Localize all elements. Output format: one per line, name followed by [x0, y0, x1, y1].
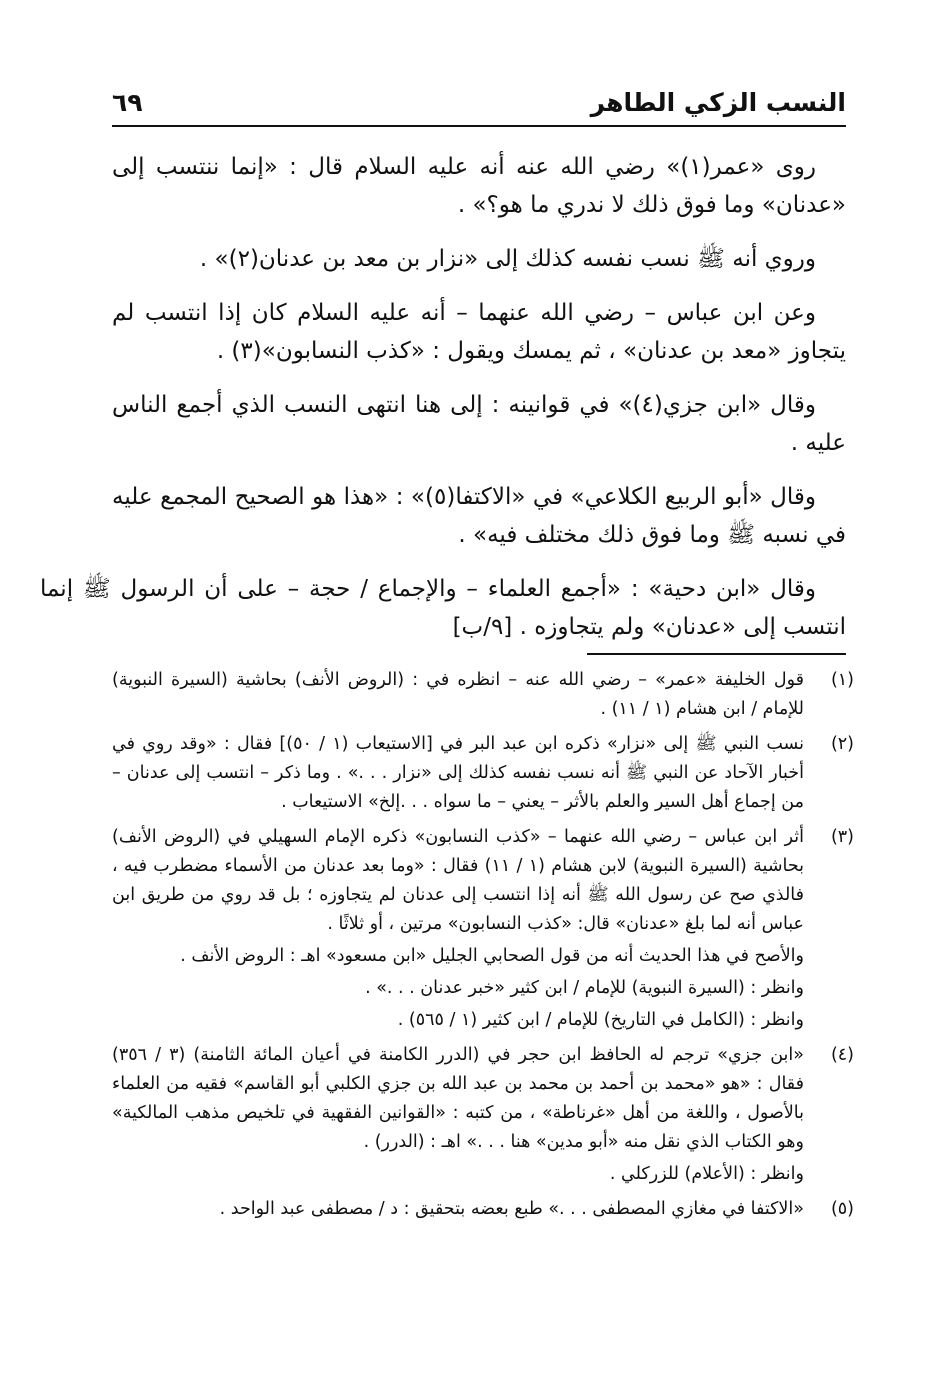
main-text: [40, 148, 846, 662]
footnote-continuation: وانظر : (الأعلام) للزركلي .: [609, 1164, 804, 1184]
footnote: [112, 1195, 854, 1224]
footnote: [112, 1041, 854, 1189]
paragraph: وروي أنه ﷺ نسب نفسه كذلك إلى «نزار بن معد بن عدنان(٢)» .: [199, 246, 816, 272]
footnote: [112, 666, 854, 724]
footnote-continuation: وانظر : (الكامل في التاريخ) للإمام / ابن كثير (١ / ٥٦٥) .: [397, 1010, 804, 1030]
footnote-number: (٢): [830, 734, 854, 754]
footnote-continuation: وانظر : (السيرة النبوية) للإمام / ابن كثير «خبر عدنان . . .» .: [365, 978, 804, 998]
paragraph: روى «عمر(١)» رضي الله عنه أنه عليه السلام قال : «إنما ننتسب إلى «عدنان» وما فوق ذلك لا ندري ما هو؟» .: [112, 154, 846, 218]
paragraph: وعن ابن عباس – رضي الله عنهما – أنه عليه السلام كان إذا انتسب لم يتجاوز «معد بن عدنان» ، ثم يمسك ويقول : «كذب النسابون»(٣) .: [112, 300, 846, 364]
footnote-text: «الاكتفا في مغازي المصطفى . . .» طبع بعضه بتحقيق : د / مصطفى عبد الواحد .: [219, 1199, 804, 1219]
footnote-number: (٤): [830, 1045, 854, 1065]
footnote-text: أثر ابن عباس – رضي الله عنهما – «كذب النسابون» ذكره الإمام السهيلي في (الروض الأنف) بحاشية (السيرة النبوية) لابن هشام (١ / ١١) فقال : «وما بعد عدنان من الأسماء مضطرب فيه ، فالذي صح عن رسول الله ﷺ أنه إذا انتسب إلى عدنان لم يتجاوزه ؛ بل قد روي من طريق ابن عباس أنه لما بلغ «عدنان» قال: «كذب النسابون» مرتين ، أو ثلاثًا .: [112, 827, 804, 934]
footnotes: [112, 666, 854, 1230]
header-rule: [112, 125, 846, 127]
footnote-separator: [587, 653, 846, 655]
footnote: [112, 823, 854, 1035]
footnote-text: نسب النبي ﷺ إلى «نزار» ذكره ابن عبد البر في [الاستيعاب (١ / ٥٠)] فقال : «وقد روي في أخبار الآحاد عن النبي ﷺ أنه نسب نفسه كذلك إلى «نزار . . .» . وما ذكر – انتسب إلى عدنان – من إجماع أهل السير والعلم بالأثر – يعني – ما سواه . . .إلخ» الاستيعاب .: [112, 734, 804, 812]
paragraph: وقال «أبو الربيع الكلاعي» في «الاكتفا(٥)» : «هذا هو الصحيح المجمع عليه في نسبه ﷺ وما فوق ذلك مختلف فيه» .: [112, 484, 846, 548]
footnote-number: (٣): [830, 827, 854, 847]
footnote-number: (١): [830, 670, 854, 690]
footnote-text: قول الخليفة «عمر» – رضي الله عنه – انظره في : (الروض الأنف) بحاشية (السيرة النبوية) للإمام / ابن هشام (١ / ١١) .: [112, 670, 804, 719]
page-number: ٦٩: [112, 88, 143, 117]
paragraph: وقال «ابن جزي(٤)» في قوانينه : إلى هنا انتهى النسب الذي أجمع الناس عليه .: [112, 392, 846, 456]
folio-marker: [٩/ب]: [452, 614, 513, 640]
footnote-continuation: والأصح في هذا الحديث أنه من قول الصحابي الجليل «ابن مسعود» اهـ : الروض الأنف .: [180, 946, 804, 966]
footnote-number: (٥): [830, 1199, 854, 1219]
paragraph-last: [40, 570, 846, 646]
running-title: النسب الزكي الطاهر: [590, 88, 846, 117]
running-header: [112, 86, 846, 126]
footnote: [112, 730, 854, 817]
footnote-text: «ابن جزي» ترجم له الحافظ ابن حجر في (الدرر الكامنة في أعيان المائة الثامنة) (٣ / ٣٥٦) فقال : «هو «محمد بن أحمد بن محمد بن عبد الله بن جزي الكلبي أبو القاسم» فقيه من العلماء بالأصول ، واللغة من أهل «غرناطة» ، من كتبه : «القوانين الفقهية في تلخيص مذهب المالكية» وهو الكتاب الذي نقل منه «أبو مدين» هنا . . .» اهـ : (الدرر) .: [112, 1045, 804, 1152]
paragraph-text: وقال «ابن دحية» : «أجمع العلماء – والإجماع / حجة – على أن الرسول ﷺ إنما انتسب إلى «عدنان» ولم يتجاوزه .: [40, 576, 846, 640]
